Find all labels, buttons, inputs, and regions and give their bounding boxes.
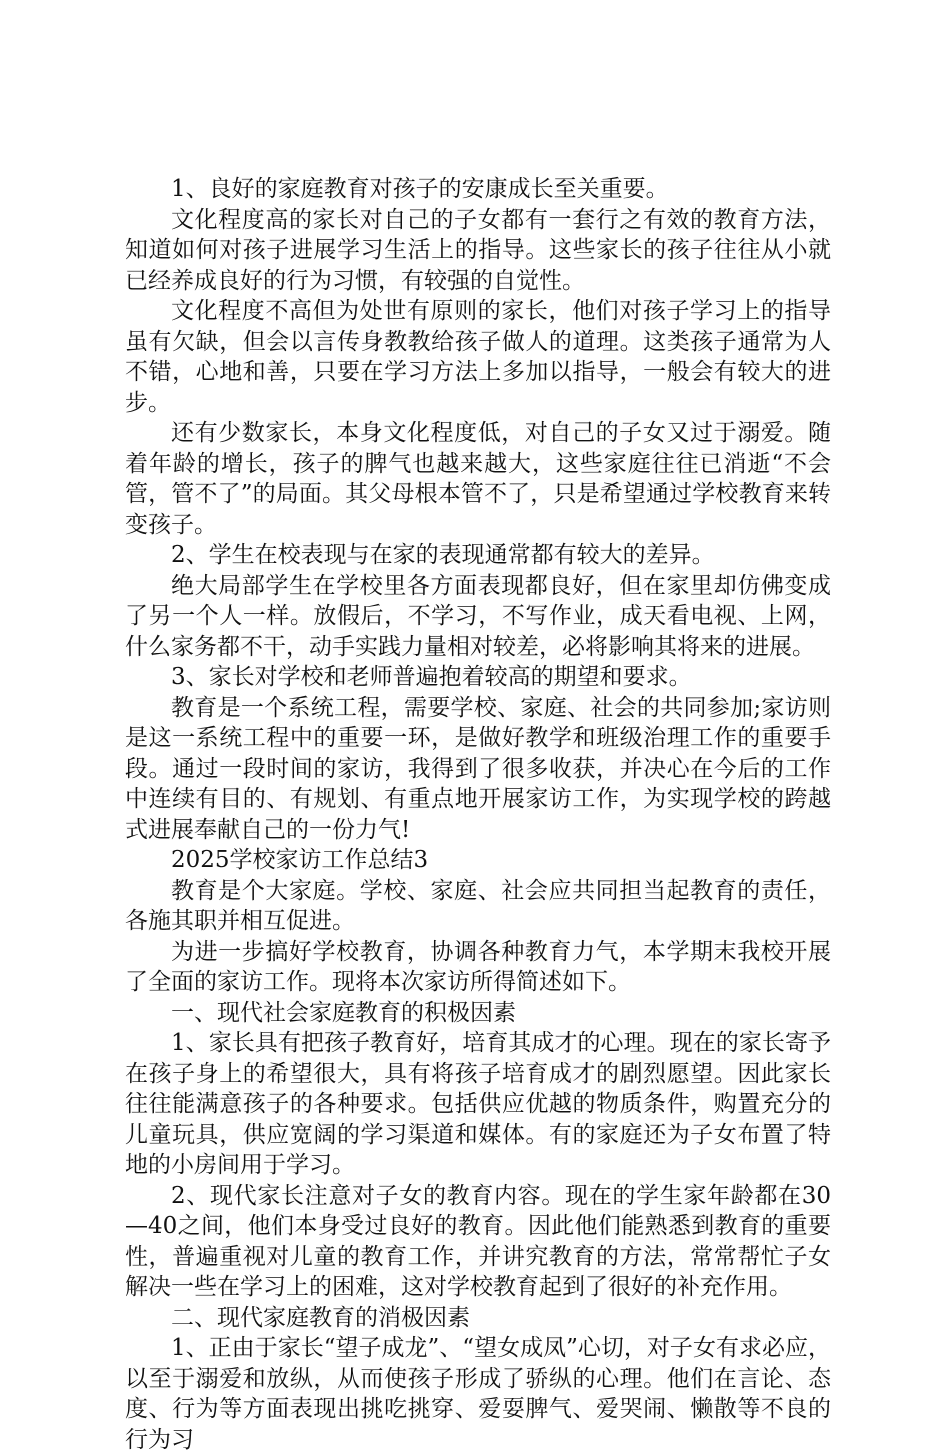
paragraph: 2、现代家长注意对子女的教育内容。现在的学生家年龄都在30—40之间，他们本身受过良好的教育。因此他们能熟悉到教育的重要性，普遍重视对儿童的教育工作，并讲究教育的方法，常常帮忙子女解决一些在学习上的困难，这对学校教育起到了很好的补充作用。 <box>125 1182 831 1300</box>
section-title: 2025学校家访工作总结3 <box>171 847 429 873</box>
paragraph-item-heading-1: 1、良好的家庭教育对孩子的安康成长至关重要。 <box>171 176 669 202</box>
document-body <box>125 174 831 1455</box>
paragraph: 绝大局部学生在学校里各方面表现都良好，但在家里却仿佛变成了另一个人一样。放假后，不学习，不写作业，成天看电视、上网，什么家务都不干，动手实践力量相对较差，必将影响其将来的进展。 <box>125 572 831 660</box>
paragraph: 1、家长具有把孩子教育好，培育其成才的心理。现在的家长寄予在孩子身上的希望很大，具有将孩子培育成才的剧烈愿望。因此家长往往能满意孩子的各种要求。包括供应优越的物质条件，购置充分的儿童玩具，供应宽阔的学习渠道和媒体。有的家庭还为子女布置了特地的小房间用于学习。 <box>125 1030 831 1178</box>
paragraph: 文化程度高的家长对自己的子女都有一套行之有效的教育方法，知道如何对孩子进展学习生活上的指导。这些家长的孩子往往从小就已经养成良好的行为习惯，有较强的自觉性。 <box>125 206 831 294</box>
paragraph-item-heading-3: 3、家长对学校和老师普遍抱着较高的期望和要求。 <box>171 664 692 690</box>
section-heading-negative-factors: 二、现代家庭教育的消极因素 <box>171 1304 470 1331</box>
paragraph: 1、正由于家长“望子成龙”、“望女成凤”心切，对子女有求必应，以至于溺爱和放纵，从而使孩子形成了骄纵的心理。他们在言论、态度、行为等方面表现出挑吃挑穿、爱耍脾气、爱哭闹、懒散等不良的行为习 <box>125 1335 831 1453</box>
paragraph: 文化程度不高但为处世有原则的家长，他们对孩子学习上的指导虽有欠缺，但会以言传身教教给孩子做人的道理。这类孩子通常为人不错，心地和善，只要在学习方法上多加以指导，一般会有较大的进步。 <box>125 298 831 416</box>
paragraph: 教育是个大家庭。学校、家庭、社会应共同担当起教育的责任，各施其职并相互促进。 <box>125 877 831 934</box>
paragraph: 为进一步搞好学校教育，协调各种教育力气，本学期末我校开展了全面的家访工作。现将本次家访所得简述如下。 <box>125 938 831 995</box>
section-heading-positive-factors: 一、现代社会家庭教育的积极因素 <box>171 999 516 1026</box>
paragraph: 还有少数家长，本身文化程度低，对自己的子女又过于溺爱。随着年龄的增长，孩子的脾气也越来越大，这些家庭往往已消逝“不会管，管不了”的局面。其父母根本管不了，只是希望通过学校教育来转变孩子。 <box>125 420 831 538</box>
paragraph-item-heading-2: 2、学生在校表现与在家的表现通常都有较大的差异。 <box>171 542 715 568</box>
paragraph: 教育是一个系统工程，需要学校、家庭、社会的共同参加;家访则是这一系统工程中的重要一环，是做好教学和班级治理工作的重要手段。通过一段时间的家访，我得到了很多收获，并决心在今后的工作中连续有目的、有规划、有重点地开展家访工作，为实现学校的跨越式进展奉献自己的一份力气! <box>125 694 831 843</box>
